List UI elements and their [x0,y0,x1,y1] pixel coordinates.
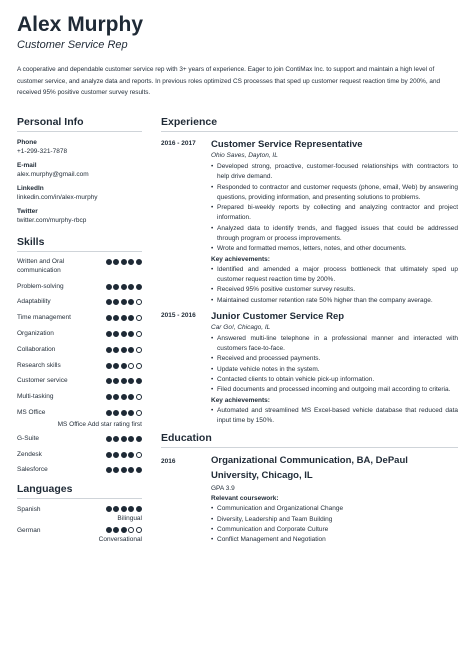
job-duty: • Answered multi-line telephone in a professional manner and interacted with customers face-to-face. [211,334,458,355]
rating-dots [106,526,142,535]
skill-name: Problem-solving [17,282,64,290]
left-column [17,116,142,547]
empty-dot-icon [136,394,142,400]
filled-dot-icon [128,452,134,458]
coursework-list [211,504,458,545]
job-body [211,138,458,306]
skill-name: Organization [17,329,54,337]
rating-dots [106,330,142,337]
filled-dot-icon [128,506,134,512]
personal-info-label: Twitter [17,208,38,215]
filled-dot-icon [113,436,119,442]
personal-info-label: Phone [17,139,37,146]
rating-dots [106,409,142,416]
skill-row [17,393,142,402]
empty-dot-icon [136,331,142,337]
skill-name: Multi-tasking [17,393,54,401]
filled-dot-icon [106,394,112,400]
skill-name: Research skills [17,361,61,369]
education-date: 2016 [161,458,176,466]
skill-note: MS Office Add star rating first [57,420,142,428]
language-name: Spanish [17,506,41,514]
coursework-item: • Conflict Management and Negotiation [211,535,458,545]
filled-dot-icon [121,284,127,290]
skill-name: MS Office [17,408,46,416]
rating-dots [106,435,142,442]
empty-dot-icon [136,410,142,416]
empty-dot-icon [136,363,142,369]
achievements-heading: Key achievements: [211,255,270,263]
skill-row [17,283,142,292]
skill-row [17,330,142,339]
filled-dot-icon [121,299,127,305]
job-duty: • Analyzed data to identify trends, and flagged issues that could be addressed through program or process improvements. [211,224,458,245]
filled-dot-icon [113,315,119,321]
empty-dot-icon [136,347,142,353]
filled-dot-icon [136,284,142,290]
coursework-heading: Relevant coursework: [211,495,279,503]
filled-dot-icon [128,394,134,400]
filled-dot-icon [128,347,134,353]
skill-name: G-Suite [17,434,40,442]
personal-info-heading: Personal Info [17,116,142,132]
filled-dot-icon [121,527,127,533]
empty-dot-icon [136,315,142,321]
filled-dot-icon [136,506,142,512]
skill-name: Written and Oral communication [17,258,65,274]
language-name: German [17,527,41,535]
filled-dot-icon [128,436,134,442]
filled-dot-icon [106,467,112,473]
empty-dot-icon [136,299,142,305]
filled-dot-icon [128,410,134,416]
filled-dot-icon [113,506,119,512]
language-row [17,505,142,514]
job-duties-list [211,162,458,255]
education-degree: Organizational Communication, BA, DePaul University, Chicago, IL [211,455,408,481]
achievement: • Identified and amended a major process bottleneck that ultimately sped up customer request reaction time by 200%. [211,265,458,286]
rating-dots [106,393,142,400]
summary-paragraph: A cooperative and dependable customer service rep with 3+ years of experience. Eager to join ContiMax Inc. to support and maintain a high level of customer service, and analyze data and reports. In previous roles optimized CS processes that sped up customer request reaction time by 200%, and received 95% positive customer survey results. [17,66,441,96]
filled-dot-icon [113,347,119,353]
filled-dot-icon [106,331,112,337]
candidate-role: Customer Service Rep [17,39,128,51]
skill-name: Customer service [17,377,68,385]
job-duty: • Developed strong, proactive, customer-focused relationships with contractors to help drive demand. [211,162,458,183]
filled-dot-icon [106,452,112,458]
rating-dots [106,314,142,321]
languages-list [17,505,142,544]
rating-dots [106,377,142,384]
empty-dot-icon [128,527,134,533]
filled-dot-icon [121,506,127,512]
rating-dots [106,258,142,265]
filled-dot-icon [136,436,142,442]
filled-dot-icon [128,467,134,473]
filled-dot-icon [106,363,112,369]
rating-dots [106,362,142,369]
coursework-item: • Communication and Corporate Culture [211,525,458,535]
filled-dot-icon [106,284,112,290]
filled-dot-icon [121,347,127,353]
job-entry [161,138,458,306]
job-duty: • Prepared bi-weekly reports by collecting and analyzing contractor and project information. [211,203,458,224]
filled-dot-icon [113,259,119,265]
skills-list [17,258,142,475]
filled-dot-icon [128,259,134,265]
job-title: Junior Customer Service Rep [211,310,345,322]
job-company: Ohio Saves, Dayton, IL [211,152,278,159]
job-entry [161,310,458,426]
filled-dot-icon [121,363,127,369]
filled-dot-icon [106,259,112,265]
filled-dot-icon [136,378,142,384]
education-entry [161,454,458,545]
job-company: Car Go!, Chicago, IL [211,323,271,331]
filled-dot-icon [113,452,119,458]
coursework-item: • Communication and Organizational Change [211,504,458,514]
personal-info-value: alex.murphy@gmail.com [17,171,89,178]
skills-heading: Skills [17,236,142,252]
skill-row [17,451,142,460]
skill-name: Zendesk [17,450,42,458]
achievement: • Automated and streamlined MS Excel-based vehicle database that reduced data input time by 150%. [211,406,458,427]
skill-row [17,377,142,386]
filled-dot-icon [106,299,112,305]
achievements-list [211,265,458,306]
achievements-list [211,406,458,427]
filled-dot-icon [106,527,112,533]
skill-row [17,258,142,276]
personal-info-value: twitter.com/murphy-rbcp [17,217,87,224]
rating-dots [106,346,142,353]
filled-dot-icon [128,331,134,337]
coursework-item: • Diversity, Leadership and Team Building [211,515,458,525]
filled-dot-icon [121,378,127,384]
experience-heading: Experience [161,116,458,132]
skill-row [17,409,142,418]
job-duty: • Responded to contractor and customer requests (phone, email, Web) by answering questions, providing information, and presenting solutions to problems. [211,183,458,204]
filled-dot-icon [113,284,119,290]
filled-dot-icon [113,410,119,416]
job-duty: • Filed documents and processed incoming and outgoing mail according to criteria. [211,385,458,395]
education-heading: Education [161,432,458,448]
filled-dot-icon [106,347,112,353]
filled-dot-icon [121,467,127,473]
filled-dot-icon [121,259,127,265]
job-date: 2015 - 2016 [161,311,196,319]
filled-dot-icon [106,436,112,442]
job-title: Customer Service Representative [211,139,363,150]
job-duty: • Received and processed payments. [211,354,458,364]
filled-dot-icon [113,363,119,369]
right-column [161,116,458,549]
filled-dot-icon [136,467,142,473]
empty-dot-icon [136,527,142,533]
filled-dot-icon [113,299,119,305]
filled-dot-icon [113,394,119,400]
skill-row [17,314,142,323]
job-duty: • Wrote and formatted memos, letters, notes, and other documents. [211,244,458,254]
skill-row [17,298,142,307]
achievements-heading: Key achievements: [211,396,270,404]
filled-dot-icon [113,527,119,533]
skill-row [17,466,142,475]
skill-name: Salesforce [17,466,48,474]
filled-dot-icon [113,467,119,473]
language-level: Conversational [98,536,142,544]
filled-dot-icon [121,452,127,458]
filled-dot-icon [106,506,112,512]
skill-row [17,362,142,371]
education-gpa: GPA 3.9 [211,485,235,493]
filled-dot-icon [128,315,134,321]
language-row [17,526,142,535]
candidate-name: Alex Murphy [17,13,144,36]
rating-dots [106,298,142,305]
rating-dots [106,451,142,458]
personal-info-list [17,138,142,225]
experience-list [161,138,458,426]
job-body [211,310,458,426]
filled-dot-icon [121,436,127,442]
personal-info-value: linkedin.com/in/alex-murphy [17,194,98,201]
skill-name: Adaptability [17,298,51,306]
skill-name: Time management [17,314,71,322]
empty-dot-icon [128,363,134,369]
achievement: • Maintained customer retention rate 50% higher than the company average. [211,296,458,306]
filled-dot-icon [106,410,112,416]
filled-dot-icon [121,410,127,416]
skill-name: Collaboration [17,345,56,353]
filled-dot-icon [106,378,112,384]
filled-dot-icon [121,331,127,337]
skill-row [17,346,142,355]
filled-dot-icon [106,315,112,321]
resume-header [17,12,457,51]
filled-dot-icon [128,284,134,290]
language-level: Bilingual [117,515,142,523]
languages-heading: Languages [17,483,142,499]
rating-dots [106,505,142,514]
personal-info-value: +1-299-321-7878 [17,148,68,155]
personal-info-label: LinkedIn [17,185,44,192]
job-duty: • Update vehicle notes in the system. [211,365,458,375]
achievement: • Received 95% positive customer survey results. [211,285,458,295]
skill-row [17,435,142,444]
rating-dots [106,283,142,290]
rating-dots [106,466,142,473]
filled-dot-icon [136,259,142,265]
personal-info-label: E-mail [17,162,37,169]
filled-dot-icon [121,394,127,400]
job-duty: • Contacted clients to obtain vehicle pick-up information. [211,375,458,385]
filled-dot-icon [121,315,127,321]
filled-dot-icon [128,299,134,305]
filled-dot-icon [113,331,119,337]
filled-dot-icon [128,378,134,384]
filled-dot-icon [113,378,119,384]
job-duties-list [211,334,458,396]
job-date: 2016 - 2017 [161,140,196,147]
empty-dot-icon [136,452,142,458]
